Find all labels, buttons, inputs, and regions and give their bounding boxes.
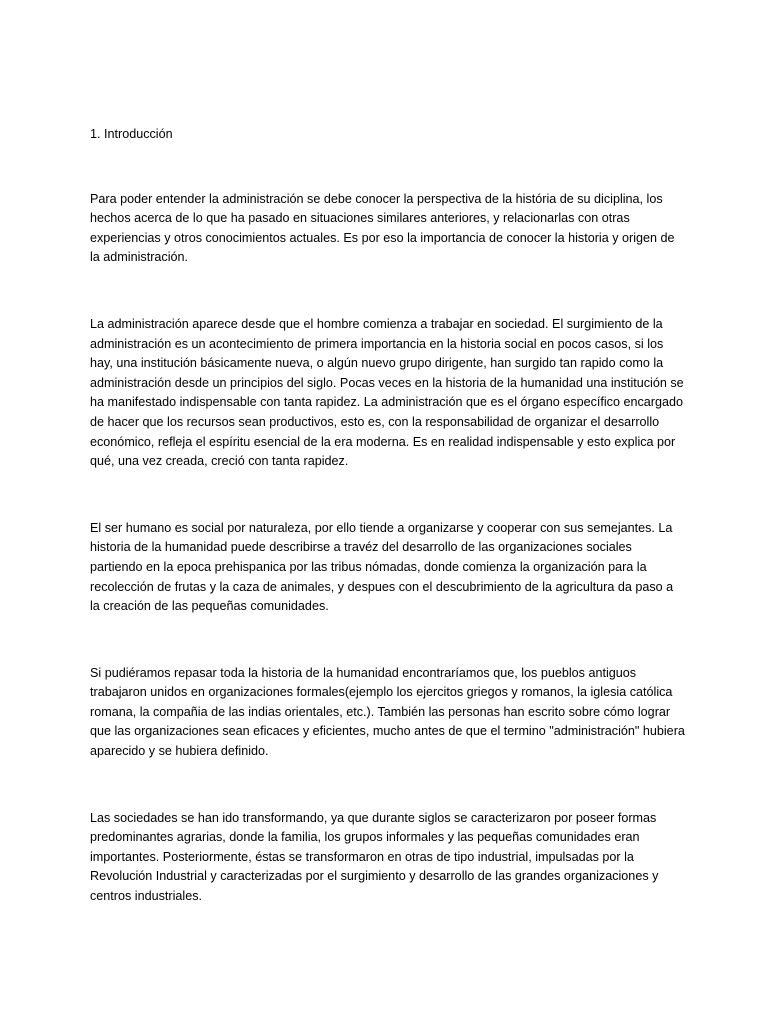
paragraph-2: La administración aparece desde que el hombre comienza a trabajar en sociedad. El surgimiento de la administración es un acontecimiento de primera importancia en la historia social en pocos casos, si los hay, una institución básicamente nueva, o algún nuevo grupo dirigente, han surgido tan rapido como la administración desde un principios del siglo. Pocas veces en la historia de la humanidad una institución se ha manifestado indispensable con tanta rapidez. La administración que es el órgano específico encargado de hacer que los recursos sean productivos, esto es, con la responsabilidad de organizar el desarrollo económico, refleja el espíritu esencial de la era moderna. Es en realidad indispensable y esto explica por qué, una vez creada, creció con tanta rapidez.: [90, 316, 684, 469]
section-heading: 1. Introducción: [90, 127, 173, 141]
paragraph-3: El ser humano es social por naturaleza, por ello tiende a organizarse y cooperar con sus semejantes. La historia de la humanidad puede describirse a travéz del desarrollo de las organizaciones sociales partiendo en la epoca prehispanica por las tribus nómadas, donde comienza la organización para la recolección de frutas y la caza de animales, y despues con el descubrimiento de la agricultura da paso a la creación de las pequeñas comunidades.: [90, 520, 674, 614]
paragraph-1: Para poder entender la administración se debe conocer la perspectiva de la história de su diciplina, los hechos acerca de lo que ha pasado en situaciones similares anteriores, y relacionarlas con otras experiencias y otros conocimientos actuales. Es por eso la importancia de conocer la historia y origen de la administración.: [90, 191, 675, 265]
paragraph-5: Las sociedades se han ido transformando, ya que durante siglos se caracterizaron por poseer formas predominantes agrarias, donde la familia, los grupos informales y las pequeñas comunidades eran importantes. Posteriormente, éstas se transformaron en otras de tipo industrial, impulsadas por la Revolución Industrial y caracterizadas por el surgimiento y desarrollo de las grandes organizaciones y centros industriales.: [90, 810, 659, 904]
document-body: [90, 125, 686, 907]
paragraph-4: Si pudiéramos repasar toda la historia de la humanidad encontraríamos que, los pueblos antiguos trabajaron unidos en organizaciones formales(ejemplo los ejercitos griegos y romanos, la iglesia católica romana, la compañia de las indias orientales, etc.). También las personas han escrito sobre cómo lograr que las organizaciones sean eficaces y eficientes, mucho antes de que el termino "administración" hubiera aparecido y se hubiera definido.: [90, 665, 685, 759]
